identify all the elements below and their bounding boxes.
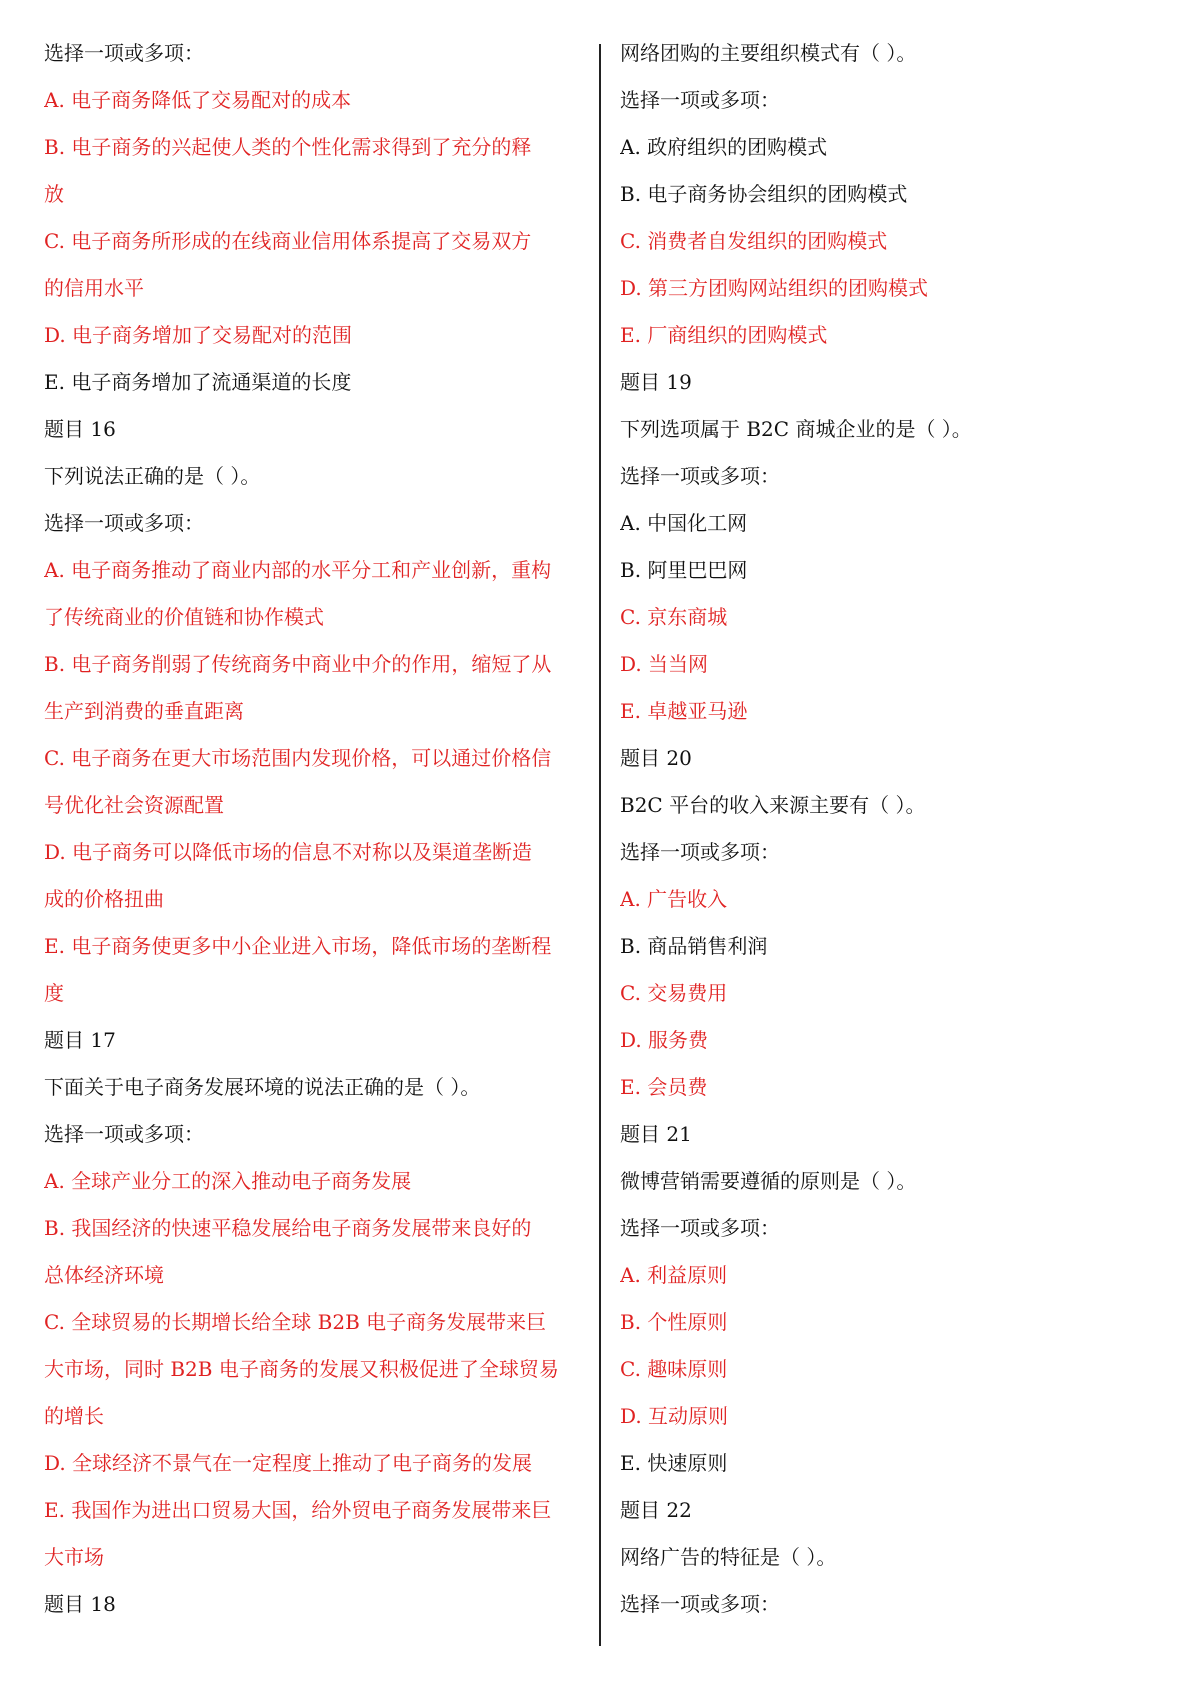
answer-option: B. 我国经济的快速平稳发展给电子商务发展带来良好的 xyxy=(44,1216,532,1240)
answer-option: B. 商品销售利润 xyxy=(620,934,768,958)
answer-option: A. 中国化工网 xyxy=(620,511,748,535)
text-line: 度 xyxy=(44,981,64,1005)
question-number: 题目 16 xyxy=(44,417,116,441)
answer-option: D. 服务费 xyxy=(620,1028,709,1052)
answer-option: C. 交易费用 xyxy=(620,981,728,1005)
question-number: 题目 17 xyxy=(44,1028,116,1052)
text-line: 网络团购的主要组织模式有（ ）。 xyxy=(620,41,917,65)
text-line: 的增长 xyxy=(44,1404,104,1428)
answer-option: E. 会员费 xyxy=(620,1075,708,1099)
answer-option: A. 广告收入 xyxy=(620,887,728,911)
answer-option: B. 电子商务的兴起使人类的个性化需求得到了充分的释 xyxy=(44,135,532,159)
answer-instruction: 选择一项或多项： xyxy=(620,1592,780,1616)
answer-option: A. 政府组织的团购模式 xyxy=(620,135,828,159)
question-number: 题目 22 xyxy=(620,1498,692,1522)
text-line: 大市场 xyxy=(44,1545,104,1569)
text-line: 号优化社会资源配置 xyxy=(44,793,224,817)
column-divider xyxy=(599,44,601,1646)
answer-option: A. 全球产业分工的深入推动电子商务发展 xyxy=(44,1169,412,1193)
answer-option: E. 卓越亚马逊 xyxy=(620,699,748,723)
text-line: 下面关于电子商务发展环境的说法正确的是（ ）。 xyxy=(44,1075,481,1099)
text-line: 放 xyxy=(44,182,64,206)
text-line: 成的价格扭曲 xyxy=(44,887,164,911)
answer-option: E. 我国作为进出口贸易大国，给外贸电子商务发展带来巨 xyxy=(44,1498,552,1522)
answer-option: C. 京东商城 xyxy=(620,605,728,629)
answer-option: B. 阿里巴巴网 xyxy=(620,558,748,582)
text-line: 微博营销需要遵循的原则是（ ）。 xyxy=(620,1169,917,1193)
answer-instruction: 选择一项或多项： xyxy=(620,464,780,488)
question-number: 题目 18 xyxy=(44,1592,116,1616)
answer-instruction: 选择一项或多项： xyxy=(44,1122,204,1146)
answer-option: D. 第三方团购网站组织的团购模式 xyxy=(620,276,929,300)
question-number: 题目 21 xyxy=(620,1122,692,1146)
answer-option: C. 趣味原则 xyxy=(620,1357,728,1381)
left-column xyxy=(44,30,579,1628)
text-line: 下列说法正确的是（ ）。 xyxy=(44,464,261,488)
text-line: 大市场，同时 B2B 电子商务的发展又积极促进了全球贸易 xyxy=(44,1357,559,1381)
answer-option: B. 电子商务削弱了传统商务中商业中介的作用，缩短了从 xyxy=(44,652,552,676)
text-line: 了传统商业的价值链和协作模式 xyxy=(44,605,324,629)
answer-option: C. 全球贸易的长期增长给全球 B2B 电子商务发展带来巨 xyxy=(44,1310,547,1334)
question-number: 题目 20 xyxy=(620,746,692,770)
answer-option: B. 电子商务协会组织的团购模式 xyxy=(620,182,908,206)
answer-option: A. 电子商务降低了交易配对的成本 xyxy=(44,88,352,112)
answer-instruction: 选择一项或多项： xyxy=(620,1216,780,1240)
answer-option: C. 电子商务在更大市场范围内发现价格，可以通过价格信 xyxy=(44,746,552,770)
answer-option: D. 当当网 xyxy=(620,652,709,676)
right-column xyxy=(620,30,1150,1628)
question-number: 题目 19 xyxy=(620,370,692,394)
text-line: 下列选项属于 B2C 商城企业的是（ ）。 xyxy=(620,417,972,441)
text-line: 网络广告的特征是（ ）。 xyxy=(620,1545,837,1569)
answer-option: B. 个性原则 xyxy=(620,1310,728,1334)
answer-instruction: 选择一项或多项： xyxy=(620,840,780,864)
answer-option: D. 互动原则 xyxy=(620,1404,729,1428)
text-line: 总体经济环境 xyxy=(44,1263,164,1287)
answer-option: A. 利益原则 xyxy=(620,1263,728,1287)
answer-instruction: 选择一项或多项： xyxy=(44,511,204,535)
answer-option: C. 消费者自发组织的团购模式 xyxy=(620,229,888,253)
answer-option: E. 电子商务使更多中小企业进入市场，降低市场的垄断程 xyxy=(44,934,552,958)
text-line: B2C 平台的收入来源主要有（ ）。 xyxy=(620,793,926,817)
answer-option: D. 电子商务可以降低市场的信息不对称以及渠道垄断造 xyxy=(44,840,533,864)
answer-option: C. 电子商务所形成的在线商业信用体系提高了交易双方 xyxy=(44,229,532,253)
answer-option: E. 快速原则 xyxy=(620,1451,728,1475)
answer-option: E. 厂商组织的团购模式 xyxy=(620,323,828,347)
answer-option: E. 电子商务增加了流通渠道的长度 xyxy=(44,370,352,394)
answer-option: D. 电子商务增加了交易配对的范围 xyxy=(44,323,353,347)
answer-option: D. 全球经济不景气在一定程度上推动了电子商务的发展 xyxy=(44,1451,533,1475)
text-line: 生产到消费的垂直距离 xyxy=(44,699,244,723)
answer-instruction: 选择一项或多项： xyxy=(620,88,780,112)
text-line: 的信用水平 xyxy=(44,276,144,300)
answer-instruction: 选择一项或多项： xyxy=(44,41,204,65)
answer-option: A. 电子商务推动了商业内部的水平分工和产业创新，重构 xyxy=(44,558,552,582)
